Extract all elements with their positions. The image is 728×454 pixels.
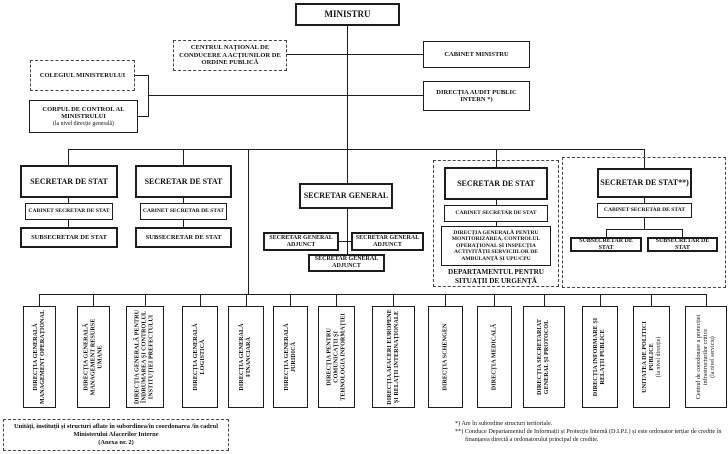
direction-box-medicala: DIRECȚIA MEDICALĂ — [477, 306, 512, 408]
box-cabinet-ministru: CABINET MINISTRU — [423, 41, 530, 68]
box-subsecretar-de-stat-1: SUBSECRETAR DE STAT — [20, 227, 118, 248]
footnote-1: *) Are în subordine structuri teritoriale. — [455, 420, 553, 427]
box-secretar-de-stat-2: SECRETAR DE STAT — [135, 165, 232, 198]
box-subsecretar-de-stat-5b: SUBSECRETAR DE STAT — [647, 237, 718, 252]
box-secretar-general-adjunct-2: SECRETAR GENERAL ADJUNCT — [351, 232, 424, 251]
box-secretar-de-stat-5: SECRETAR DE STAT**) — [597, 168, 692, 198]
direction-box-secretariat-general-protocol: DIRECȚIA SECRETARIAT GENERAL ȘI PROTOCOL — [523, 306, 565, 408]
box-colegiul-ministerului: COLEGIUL MINISTERULUI — [30, 60, 135, 91]
direction-box-logistica: DIRECȚIA GENERALĂ LOGISTICĂ — [182, 306, 218, 408]
connector-line — [68, 149, 645, 150]
connector-line — [68, 149, 69, 166]
connector-line — [347, 26, 348, 183]
connector-line — [183, 149, 184, 166]
box-secretar-general-adjunct-1: SECRETAR GENERAL ADJUNCT — [263, 232, 339, 251]
direction-box-informare-relatii-publice: DIRECȚIA INFORMARE ȘI RELAȚII PUBLICE — [582, 306, 618, 408]
connector-line — [39, 294, 706, 295]
footnote-box-unitati-subordonate: Unități, instituții și structuri aflate în subordinea/în coordonarea /în cadrul Ministerului Afacerilor Interne (Anexa nr. 2) — [3, 419, 229, 451]
connector-line — [148, 95, 424, 96]
connector-line — [287, 54, 424, 55]
direction-box-centrul-infrastructuri-critice: Centrul de coordonare a protecției infrastructurilor critice (la nivel serviciu) — [685, 306, 727, 408]
box-corpul-de-control: CORPUL DE CONTROL AL MINISTRULUI (la nivel direcție generală) — [29, 100, 138, 133]
direction-box-afaceri-europene: DIRECȚIA AFACERI EUROPENE ȘI RELAȚII INTERNAȚIONALE — [372, 306, 415, 408]
direction-box-controlul-institutiei-prefectului: DIRECȚIA GENERALĂ PENTRU ÎNDRUMAREA ȘI CONTROLUL INSTITUȚIEI PREFECTULUI — [126, 306, 164, 408]
box-secretar-general: SECRETAR GENERAL — [299, 183, 393, 209]
box-secretar-de-stat-1: SECRETAR DE STAT — [20, 165, 118, 198]
connector-line — [248, 149, 249, 295]
connector-line — [135, 75, 149, 76]
direction-box-financiara: DIRECȚIA GENERALĂ FINANCIARĂ — [228, 306, 264, 408]
direction-box-management-operational: DIRECȚIA GENERALĂ MANAGEMENT OPERAȚIONAL — [23, 306, 56, 408]
box-subsecretar-de-stat-5a: SUBSECRETAR DE STAT — [570, 237, 642, 252]
connector-line — [148, 75, 149, 117]
label-departamentul-situatii-urgenta: DEPARTAMENTUL PENTRU SITUAȚII DE URGENȚĂ — [448, 268, 544, 285]
box-secretar-general-adjunct-3: SECRETAR GENERAL ADJUNCT — [308, 254, 385, 272]
direction-box-unitatea-politici-publice: UNITATEA DE POLITICI PUBLICE (la nivel direcție) — [633, 306, 670, 408]
box-secretar-de-stat-dsu: SECRETAR DE STAT — [444, 167, 548, 200]
box-directia-audit-public-intern: DIRECȚIA AUDIT PUBLIC INTERN *) — [423, 81, 530, 111]
footnotes-block — [455, 420, 725, 444]
footnote-2: **) Conduce Departamentul de Informații și Protecție Internă (D.I.P.I.) și este ordonator terțiar de credite în finanțarea directă a ordonatorului principal de credite. — [455, 428, 722, 444]
box-cabinet-secretar-de-stat-5: CABINET SECRETAR DE STAT — [597, 203, 692, 218]
direction-box-juridica: DIRECȚIA GENERALĂ JURIDICĂ — [273, 306, 308, 408]
box-cabinet-secretar-de-stat-dsu: CABINET SECRETAR DE STAT — [444, 205, 548, 222]
connector-line — [138, 116, 149, 117]
direction-box-resurse-umane: DIRECȚIA GENERALĂ MANAGEMENT RESURSE UMANE — [77, 306, 110, 408]
box-centrul-national-ordine-publica: CENTRUL NAȚIONAL DE CONDUCERE A ACȚIUNILOR DE ORDINE PUBLICĂ — [173, 40, 287, 71]
direction-box-comunicatii-tehnologia-informatiei: DIRECȚIA PENTRU COMUNICAȚII ȘI TEHNOLOGIA INFORMAȚIEI — [318, 306, 355, 408]
box-cabinet-secretar-de-stat-2: CABINET SECRETAR DE STAT — [140, 203, 227, 220]
box-ministru — [295, 3, 400, 26]
ministru-label: MINISTRU — [324, 9, 371, 20]
direction-box-schengen: DIRECȚIA SCHENGEN — [428, 306, 463, 408]
box-cabinet-secretar-de-stat-1: CABINET SECRETAR DE STAT — [25, 203, 113, 220]
box-subsecretar-de-stat-2: SUBSECRETAR DE STAT — [135, 227, 232, 248]
box-directia-monitorizare-ambulanta: DIRECȚIA GENERALĂ PENTRU MONITORIZAREA, CONTROLUL OPERAȚIONAL ȘI INSPECȚIA ACTIVITĂȚII SERVICIILOR DE AMBULANȚĂ ȘI UPU/CPU — [441, 226, 551, 266]
connector-line — [347, 209, 348, 255]
